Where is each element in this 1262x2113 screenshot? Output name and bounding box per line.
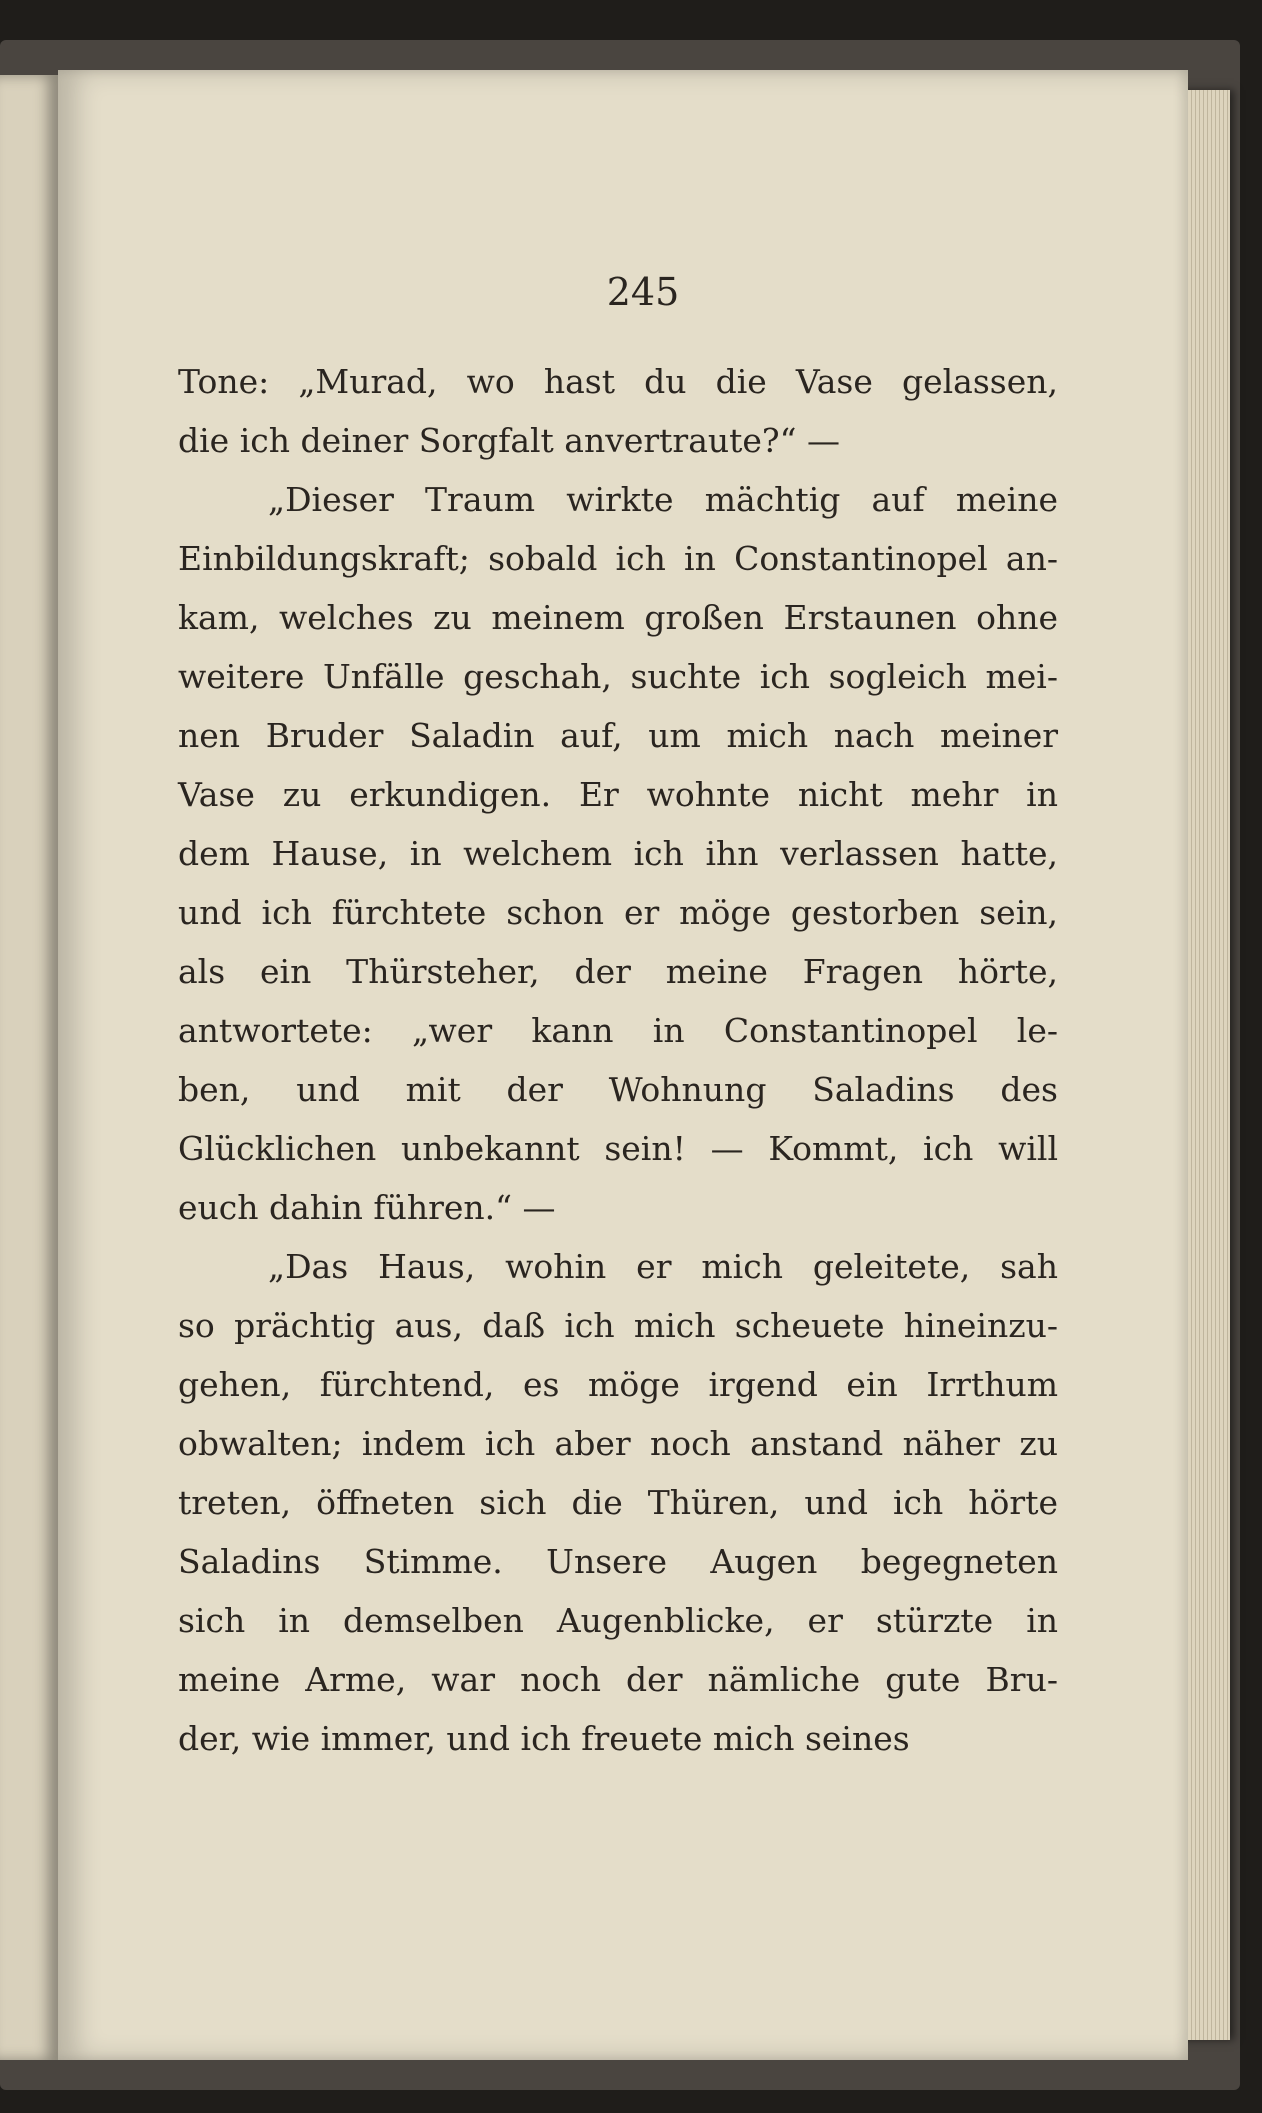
- text-line: Tone: „Murad, wo hast du die Vase gelassen,: [178, 362, 1058, 401]
- left-page-edge: [0, 75, 58, 2060]
- body-text: [178, 352, 1058, 1768]
- text-line: sich in demselben Augenblicke, er stürzte in: [178, 1601, 1058, 1640]
- text-line: gehen, fürchtend, es möge irgend ein Irrthum: [178, 1365, 1058, 1404]
- text-line: weitere Unfälle geschah, suchte ich sogleich mei-: [178, 657, 1058, 696]
- text-line: meine Arme, war noch der nämliche gute Bru-: [178, 1660, 1058, 1699]
- book-page: [58, 70, 1188, 2060]
- text-line: „Dieser Traum wirkte mächtig auf meine: [268, 480, 1058, 519]
- text-line: Glücklichen unbekannt sein! — Kommt, ich will: [178, 1129, 1058, 1168]
- text-line: Saladins Stimme. Unsere Augen begegneten: [178, 1542, 1058, 1581]
- text-line: und ich fürchtete schon er möge gestorben sein,: [178, 893, 1058, 932]
- text-line: „Das Haus, wohin er mich geleitete, sah: [268, 1247, 1058, 1286]
- text-line: Einbildungskraft; sobald ich in Constantinopel an-: [178, 539, 1058, 578]
- page-number: 245: [606, 270, 680, 314]
- text-line: dem Hause, in welchem ich ihn verlassen hatte,: [178, 834, 1058, 873]
- text-line: die ich deiner Sorgfalt anvertraute?“ —: [178, 421, 840, 460]
- text-line: ben, und mit der Wohnung Saladins des: [178, 1070, 1058, 1109]
- text-line: obwalten; indem ich aber noch anstand näher zu: [178, 1424, 1058, 1463]
- text-line: kam, welches zu meinem großen Erstaunen ohne: [178, 598, 1058, 637]
- text-line: nen Bruder Saladin auf, um mich nach meiner: [178, 716, 1058, 755]
- text-line: als ein Thürsteher, der meine Fragen hörte,: [178, 952, 1058, 991]
- text-line: antwortete: „wer kann in Constantinopel le-: [178, 1011, 1058, 1050]
- text-line: der, wie immer, und ich freuete mich seines: [178, 1719, 910, 1758]
- text-line: euch dahin führen.“ —: [178, 1188, 556, 1227]
- text-line: Vase zu erkundigen. Er wohnte nicht mehr in: [178, 775, 1058, 814]
- text-line: treten, öffneten sich die Thüren, und ich hörte: [178, 1483, 1058, 1522]
- text-line: so prächtig aus, daß ich mich scheuete hineinzu-: [178, 1306, 1058, 1345]
